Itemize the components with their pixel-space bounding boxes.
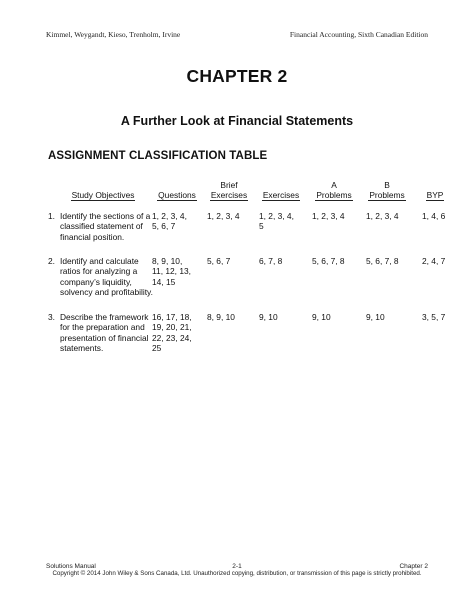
running-header-book: Financial Accounting, Sixth Canadian Edition [289, 30, 428, 39]
questions-line: 8, 9, 10, [152, 256, 183, 266]
objective-line: for the preparation and [60, 322, 145, 333]
column-header-questions [149, 175, 205, 201]
a-problems-line: 9, 10 [312, 312, 331, 322]
objective-line: presentation of financial [60, 332, 149, 343]
brief-exercises-cell [207, 312, 235, 322]
brief-exercises-cell [207, 256, 230, 266]
column-header-exercises-label: Exercises [262, 190, 300, 200]
b-problems-line: 1, 2, 3, 4 [366, 211, 399, 221]
objective-text [60, 312, 148, 353]
objective-line: statements. [60, 342, 104, 353]
objective-line: solvency and profitability. [60, 286, 153, 297]
objective-line: Describe the framework [60, 312, 149, 322]
b-problems-cell [366, 256, 399, 266]
column-header-b-problems-bottom: Problems [369, 190, 405, 200]
objective-number: 2. [48, 256, 55, 266]
table-title: ASSIGNMENT CLASSIFICATION TABLE [48, 150, 268, 162]
objective-line: company’s liquidity, [60, 276, 132, 287]
chapter-title: CHAPTER 2 [186, 66, 288, 86]
objective-number: 1. [48, 211, 55, 221]
questions-line: 19, 20, 21, [152, 322, 192, 333]
column-header-exercises [256, 175, 306, 201]
exercises-line: 9, 10 [259, 312, 278, 322]
a-problems-cell [312, 312, 331, 322]
b-problems-line: 9, 10 [366, 312, 385, 322]
column-header-study-objectives [48, 175, 158, 201]
questions-cell [152, 256, 191, 287]
brief-exercises-line: 8, 9, 10 [207, 312, 235, 322]
column-header-brief-exercises-bottom: Exercises [210, 190, 248, 200]
objective-number: 3. [48, 312, 55, 322]
column-header-brief-exercises [204, 175, 254, 201]
questions-line: 22, 23, 24, [152, 332, 192, 343]
questions-line: 11, 12, 13, [152, 266, 191, 277]
brief-exercises-line: 5, 6, 7 [207, 256, 231, 266]
questions-cell [152, 211, 187, 232]
byp-line: 1, 4, 6 [422, 211, 446, 221]
exercises-cell [259, 211, 294, 232]
exercises-line: 6, 7, 8 [259, 256, 283, 266]
column-header-study-objectives-label: Study Objectives [71, 190, 135, 200]
objective-line: Identify and calculate [60, 256, 139, 266]
brief-exercises-line: 1, 2, 3, 4 [207, 211, 240, 221]
objective-line: Identify the sections of a [60, 211, 151, 221]
running-header-authors: Kimmel, Weygandt, Kieso, Trenholm, Irvine [46, 30, 181, 39]
a-problems-cell [312, 211, 345, 221]
objective-line: financial position. [60, 231, 125, 242]
footer-right: Chapter 2 [399, 563, 428, 570]
questions-line: 16, 17, 18, [152, 312, 192, 322]
brief-exercises-cell [207, 211, 240, 221]
a-problems-line: 5, 6, 7, 8 [312, 256, 345, 266]
column-header-b-problems [362, 175, 412, 201]
b-problems-line: 5, 6, 7, 8 [366, 256, 399, 266]
column-header-a-problems-top: A [331, 180, 337, 190]
column-header-a-problems-bottom: Problems [316, 190, 352, 200]
questions-line: 25 [152, 342, 162, 353]
exercises-line: 1, 2, 3, 4, [259, 211, 294, 221]
questions-line: 1, 2, 3, 4, [152, 211, 187, 221]
objective-line: classified statement of [60, 221, 143, 232]
byp-line: 2, 4, 7 [422, 256, 446, 266]
a-problems-line: 1, 2, 3, 4 [312, 211, 345, 221]
byp-cell [422, 256, 445, 266]
questions-cell [152, 312, 192, 353]
objective-line: ratios for analyzing a [60, 266, 138, 277]
b-problems-cell [366, 312, 385, 322]
exercises-line: 5 [259, 221, 264, 232]
exercises-cell [259, 312, 278, 322]
column-header-questions-label: Questions [158, 190, 196, 200]
copyright-notice: Copyright © 2014 John Wiley & Sons Canada, Ltd. Unauthorized copying, distribution, or transmission of this page is strictly prohibited. [52, 570, 422, 577]
column-header-byp [415, 175, 455, 201]
page-number: 2-1 [232, 563, 242, 570]
column-header-byp-label: BYP [426, 190, 444, 200]
questions-line: 5, 6, 7 [152, 221, 176, 232]
chapter-subtitle: A Further Look at Financial Statements [120, 114, 354, 128]
objective-text [60, 256, 153, 297]
footer-left: Solutions Manual [46, 563, 96, 570]
column-header-a-problems [309, 175, 359, 201]
questions-line: 14, 15 [152, 276, 176, 287]
b-problems-cell [366, 211, 399, 221]
exercises-cell [259, 256, 282, 266]
objective-text [60, 211, 150, 242]
byp-cell [422, 312, 445, 322]
byp-line: 3, 5, 7 [422, 312, 446, 322]
column-header-brief-exercises-top: Brief [220, 180, 238, 190]
byp-cell [422, 211, 445, 221]
a-problems-cell [312, 256, 345, 266]
column-header-b-problems-top: B [384, 180, 390, 190]
